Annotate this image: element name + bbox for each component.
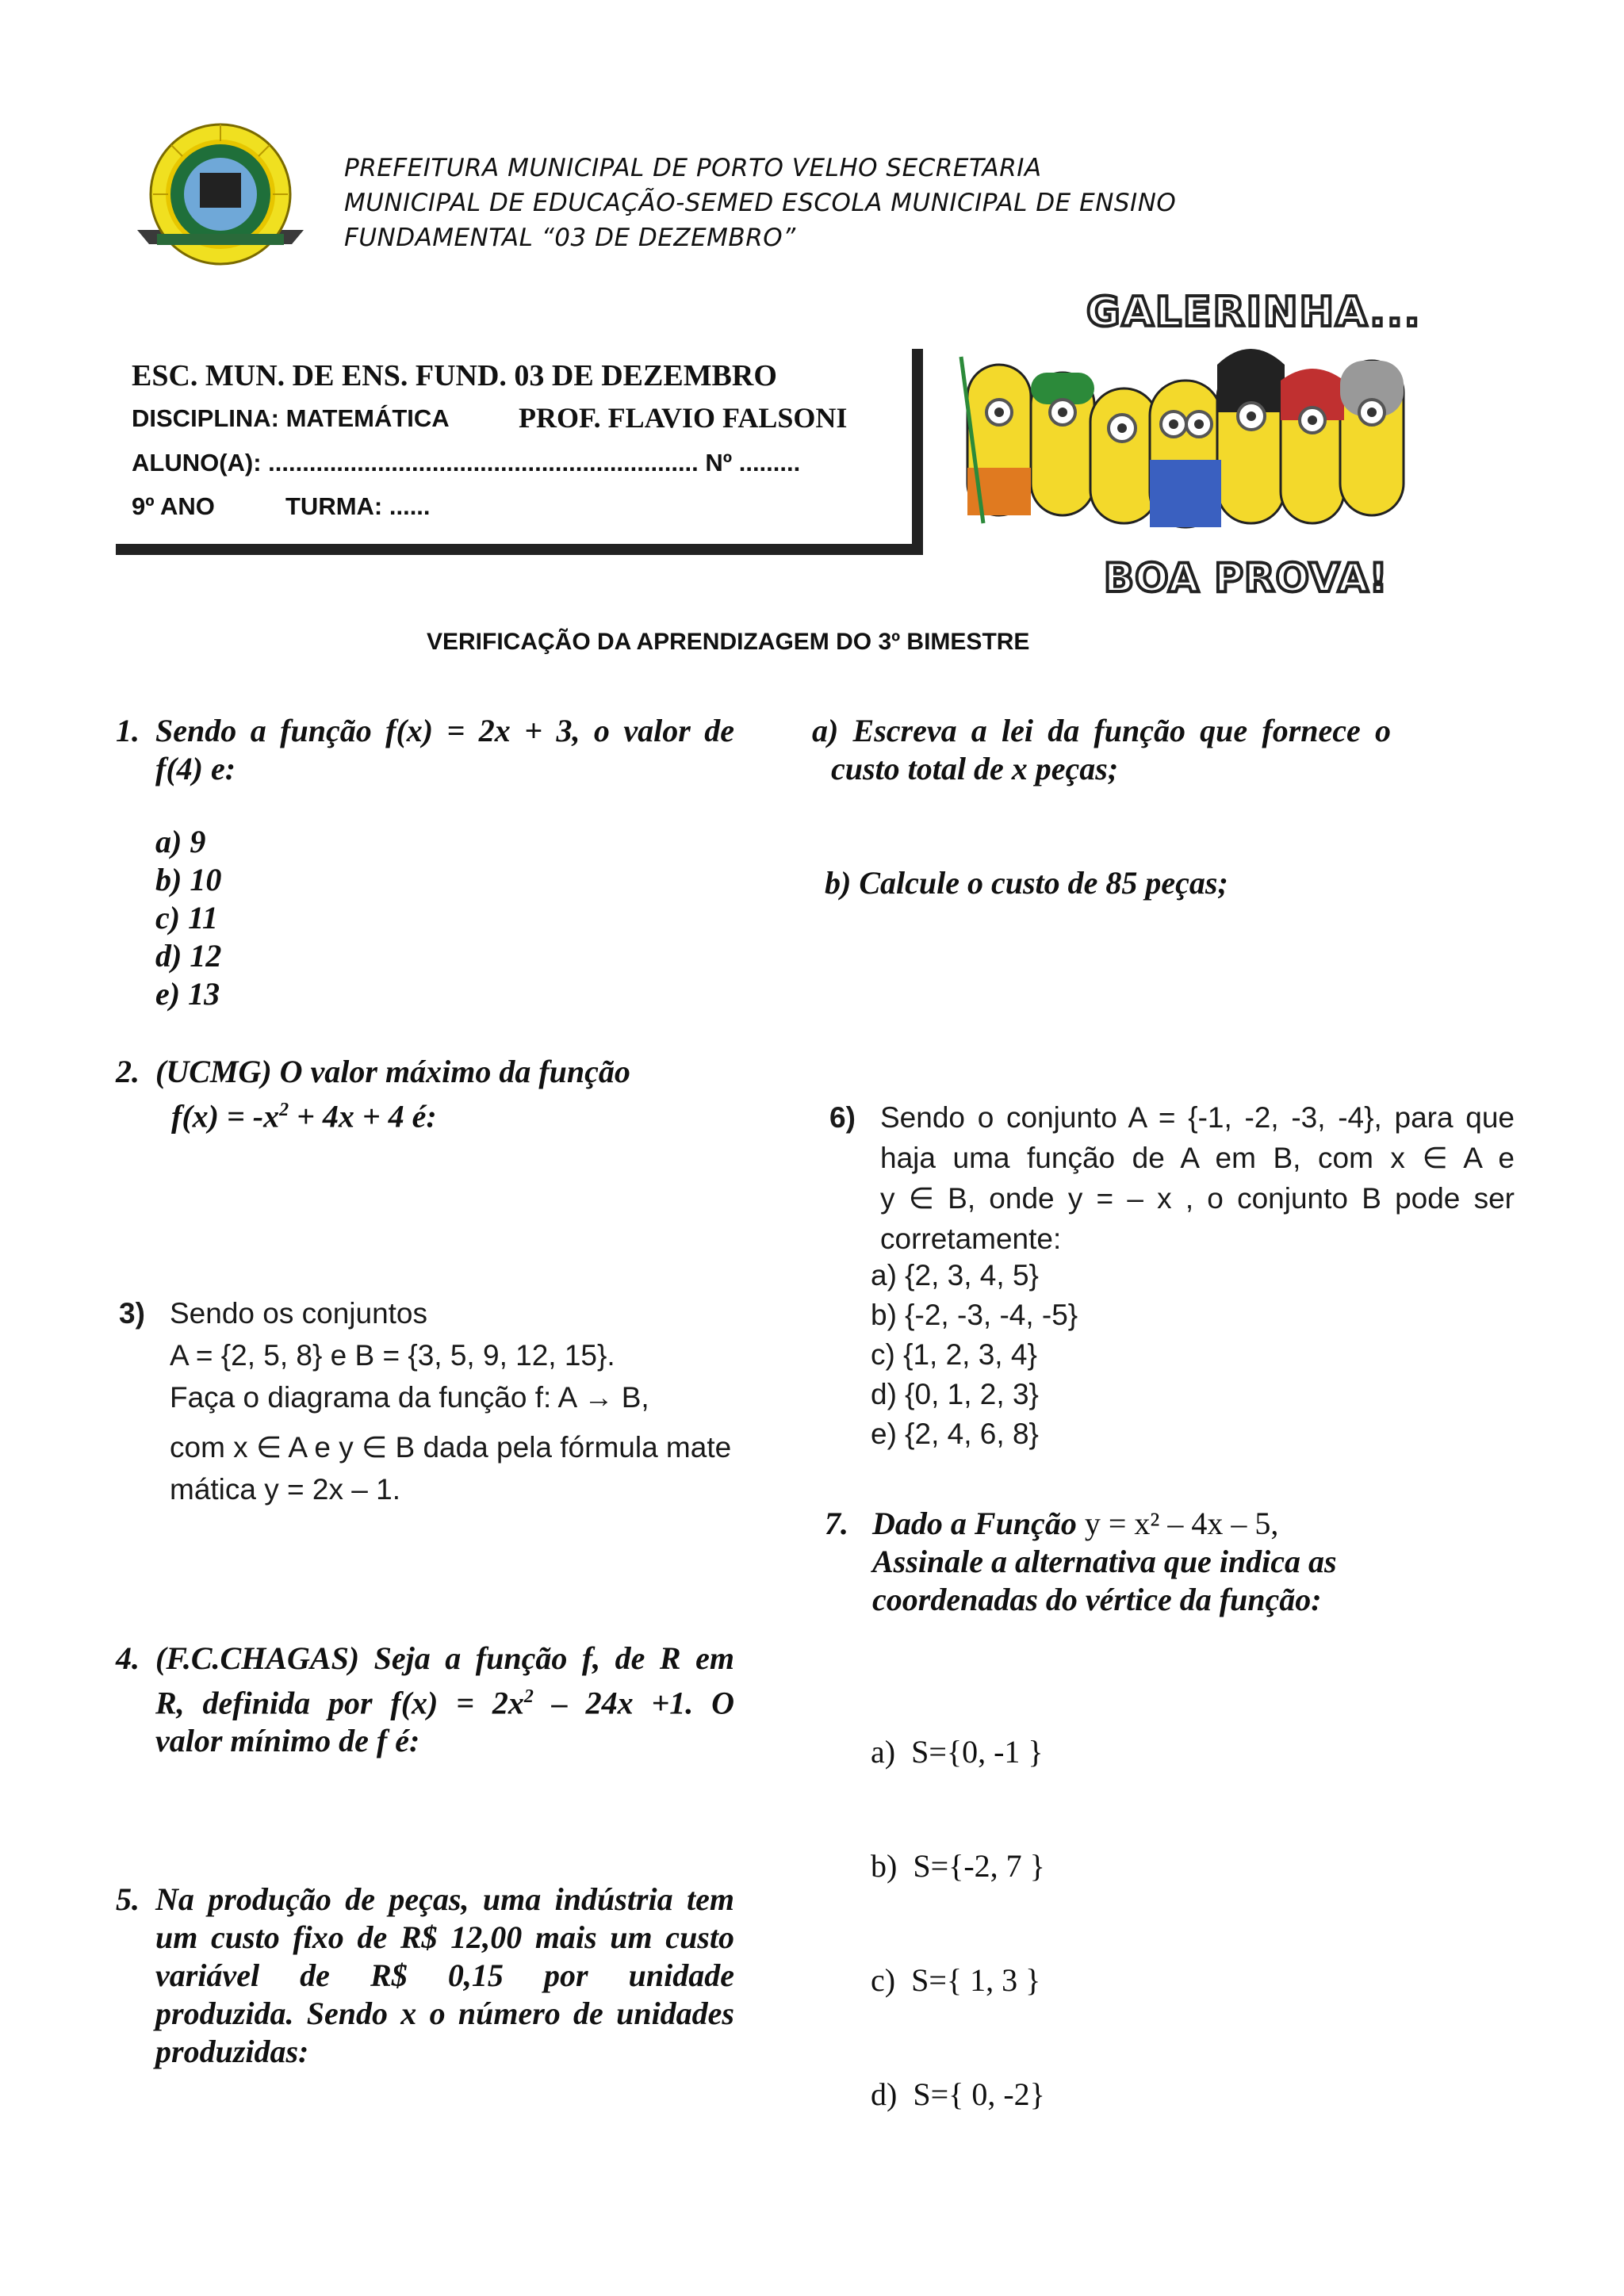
cartoon-bottom-text: BOA PROVA! <box>1104 555 1388 601</box>
question-7-line-2: Assinale a alternativa que indica as <box>872 1544 1337 1579</box>
question-7 <box>825 1505 1491 1619</box>
question-6-options <box>871 1256 1078 1454</box>
question-3-line-3: Faça o diagrama da função f: A → B, <box>170 1381 649 1414</box>
question-1-number: 1. <box>116 713 140 748</box>
question-5-line-5: produzidas: <box>155 2034 309 2069</box>
header-line-1: PREFEITURA MUNICIPAL DE PORTO VELHO SECRETARIA <box>344 154 1042 182</box>
question-7-option-c: c) S={ 1, 3 } <box>871 1962 1041 1998</box>
question-6-line-1: Sendo o conjunto A = {-1, -2, -3, -4}, para que <box>880 1101 1515 1134</box>
question-1-option-d: d) 12 <box>155 938 222 974</box>
question-2-number: 2. <box>116 1054 140 1089</box>
question-6-line-4: corretamente: <box>880 1223 1062 1255</box>
question-1-option-e: e) 13 <box>155 976 220 1012</box>
question-1-option-a: a) 9 <box>155 824 206 859</box>
question-5-number: 5. <box>116 1881 140 1917</box>
question-3-line-4: com x ∈ A e y ∈ B dada pela fórmula mate <box>170 1431 732 1464</box>
header-title <box>344 151 1176 255</box>
question-7-option-d: d) S={ 0, -2} <box>871 2076 1045 2112</box>
question-7-line-3: coordenadas do vértice da função: <box>872 1582 1322 1617</box>
class-label: TURMA: ...... <box>285 492 431 520</box>
question-5-line-3: variável de R$ 0,15 por unidade <box>155 1957 734 1993</box>
professor-name: PROF. FLAVIO FALSONI <box>519 402 848 434</box>
question-3-line-2: A = {2, 5, 8} e B = {3, 5, 9, 12, 15}. <box>170 1339 615 1372</box>
question-4-number: 4. <box>116 1640 140 1676</box>
question-4 <box>116 1640 735 1760</box>
question-4-line-1: (F.C.CHAGAS) Seja a função f, de R em <box>155 1640 734 1676</box>
question-3-line-1: Sendo os conjuntos <box>170 1297 428 1330</box>
school-name: ESC. MUN. DE ENS. FUND. 03 DE DEZEMBRO <box>132 359 777 392</box>
question-5-line-4: produzida. Sendo x o número de unidades <box>155 1996 734 2031</box>
question-1-line-2: f(4) e: <box>155 751 236 786</box>
question-6-option-c: c) {1, 2, 3, 4} <box>871 1338 1037 1371</box>
municipal-seal-logo <box>133 119 308 277</box>
question-1 <box>116 712 734 788</box>
question-6 <box>829 1097 1515 1259</box>
question-2 <box>116 1053 734 1135</box>
exam-subtitle: VERIFICAÇÃO DA APRENDIZAGEM DO 3º BIMESTRE <box>427 629 1030 655</box>
question-7-option-a: a) S={0, -1 } <box>871 1734 1044 1770</box>
question-6-option-a: a) {2, 3, 4, 5} <box>871 1259 1039 1292</box>
question-3-line-5: mática y = 2x – 1. <box>170 1473 400 1506</box>
question-1-option-c: c) 11 <box>155 900 218 936</box>
question-1-option-b: b) 10 <box>155 862 222 897</box>
cartoon-top-text: GALERINHA... <box>1086 289 1422 336</box>
question-3-number: 3) <box>119 1297 145 1330</box>
question-6-line-2: haja uma função de A em B, com x ∈ A e <box>880 1142 1515 1174</box>
question-1-options <box>155 823 221 1013</box>
student-name-line: ALUNO(A): ............................................................... Nº ......... <box>132 449 801 476</box>
question-5-line-2: um custo fixo de R$ 12,00 mais um custo <box>155 1919 734 1955</box>
question-6-number: 6) <box>829 1101 856 1134</box>
question-3 <box>119 1292 732 1510</box>
question-5a-line-2: custo total de x peças; <box>831 751 1119 786</box>
question-5 <box>116 1881 734 2071</box>
question-2-line-1: (UCMG) O valor máximo da função <box>155 1054 630 1089</box>
grade-label: 9º ANO <box>132 492 215 520</box>
question-1-line-1: Sendo a função f(x) = 2x + 3, o valor de <box>155 713 734 748</box>
question-5b: b) Calcule o custo de 85 peças; <box>825 865 1228 901</box>
header-line-3: FUNDAMENTAL “03 DE DEZEMBRO” <box>344 224 796 252</box>
question-7-option-b: b) S={-2, 7 } <box>871 1848 1045 1884</box>
question-4-line-2: R, definida por $f(x) = 2x^2 - 24x +1$. O <box>155 1685 735 1721</box>
discipline-label: DISCIPLINA: MATEMÁTICA <box>132 404 450 432</box>
question-2-line-2: $f(x) = -x^2 + 4x + 4$ é: <box>171 1098 437 1135</box>
question-6-option-b: b) {-2, -3, -4, -5} <box>871 1299 1078 1331</box>
question-5a <box>812 712 1391 788</box>
question-6-option-d: d) {0, 1, 2, 3} <box>871 1378 1039 1410</box>
question-7-number: 7. <box>825 1506 848 1541</box>
question-7-line-1: Dado a Função y = x² – 4x – 5, <box>872 1506 1279 1541</box>
question-7-options <box>871 1657 1045 2152</box>
question-4-line-3: valor mínimo de f é: <box>155 1723 420 1759</box>
question-5a-line-1: a) Escreva a lei da função que fornece o <box>812 713 1391 748</box>
question-5-line-1: Na produção de peças, uma indústria tem <box>155 1881 734 1917</box>
question-6-option-e: e) {2, 4, 6, 8} <box>871 1418 1039 1450</box>
header-line-2: MUNICIPAL DE EDUCAÇÃO-SEMED ESCOLA MUNICIPAL DE ENSINO <box>344 189 1177 217</box>
question-6-line-3: y ∈ B, onde y = – x , o conjunto B pode ser <box>880 1182 1515 1215</box>
